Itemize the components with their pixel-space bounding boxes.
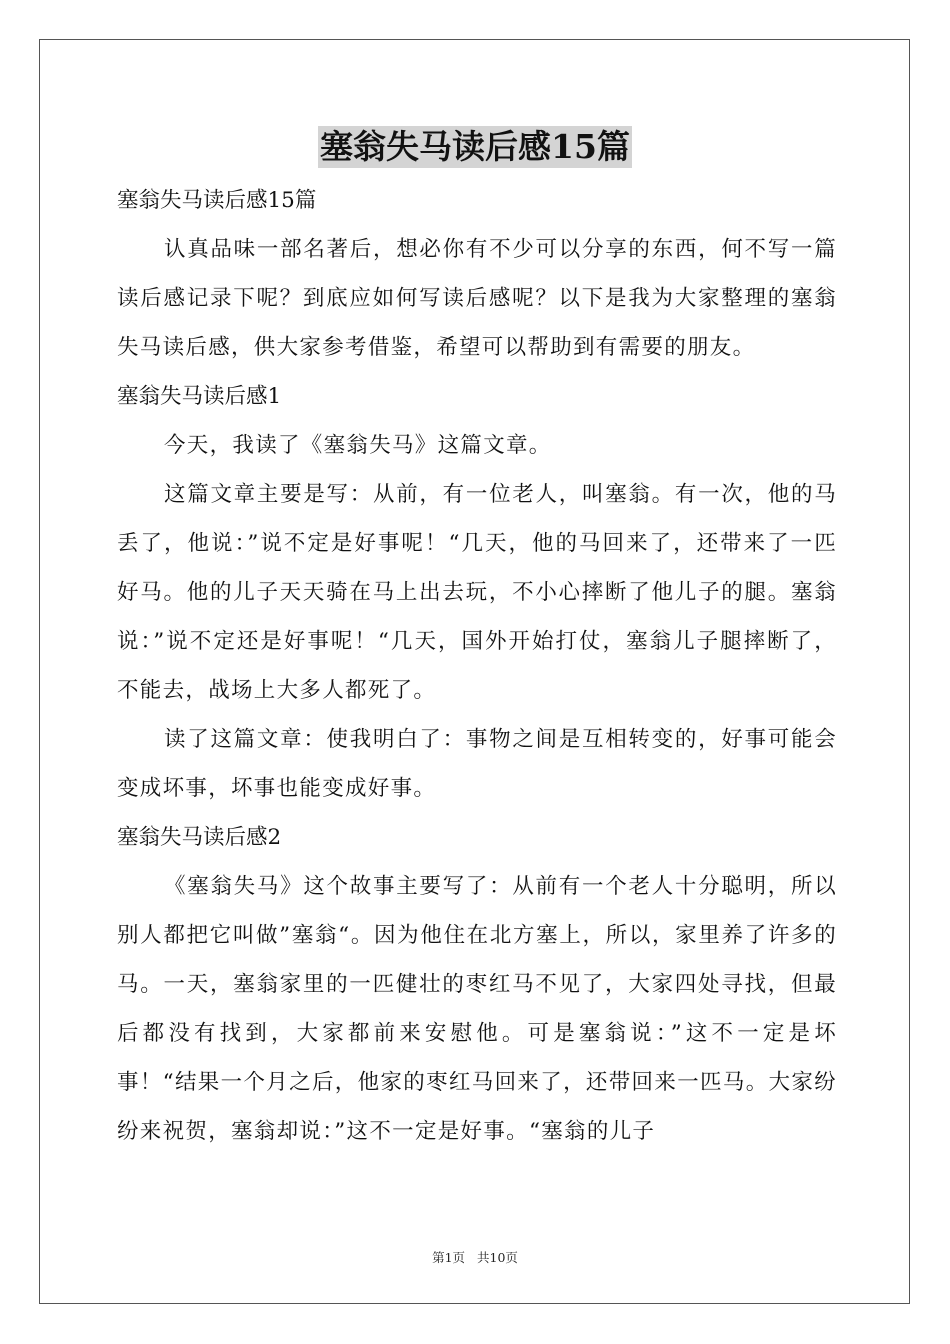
section-heading-2: 塞翁失马读后感2 (117, 825, 282, 850)
page-number: 第1页 (432, 1250, 466, 1265)
document-body (117, 176, 837, 1156)
section-2-paragraph-1: 《塞翁失马》这个故事主要写了：从前有一个老人十分聪明，所以别人都把它叫做”塞翁“。因为他住在北方塞上，所以，家里养了许多的马。一天，塞翁家里的一匹健壮的枣红马不见了，大家四处寻找，但最后都没有找到，大家都前来安慰他。可是塞翁说：”这不一定是坏事！“结果一个月之后，他家的枣红马回来了，还带回来一匹马。大家纷纷来祝贺，塞翁却说：”这不一定是好事。“塞翁的儿子 (117, 874, 837, 1144)
intro-paragraph: 认真品味一部名著后，想必你有不少可以分享的东西，何不写一篇读后感记录下呢？到底应如何写读后感呢？以下是我为大家整理的塞翁失马读后感，供大家参考借鉴，希望可以帮助到有需要的朋友。 (117, 237, 837, 360)
page-footer (0, 1248, 950, 1266)
document-title: 塞翁失马读后感15篇 (320, 127, 630, 166)
section-1-paragraph-1: 今天，我读了《塞翁失马》这篇文章。 (164, 433, 552, 458)
intro-heading: 塞翁失马读后感15篇 (117, 188, 317, 213)
title-container (0, 126, 950, 168)
section-heading-1: 塞翁失马读后感1 (117, 384, 282, 409)
section-1-paragraph-2: 这篇文章主要是写：从前，有一位老人，叫塞翁。有一次，他的马丢了，他说：”说不定是好事呢！“几天，他的马回来了，还带来了一匹好马。他的儿子天天骑在马上出去玩，不小心摔断了他儿子的腿。塞翁说：”说不定还是好事呢！“几天，国外开始打仗，塞翁儿子腿摔断了，不能去，战场上大多人都死了。 (117, 482, 837, 703)
section-1-paragraph-3: 读了这篇文章：使我明白了：事物之间是互相转变的，好事可能会变成坏事，坏事也能变成好事。 (117, 727, 837, 801)
page-total: 共10页 (477, 1250, 518, 1265)
